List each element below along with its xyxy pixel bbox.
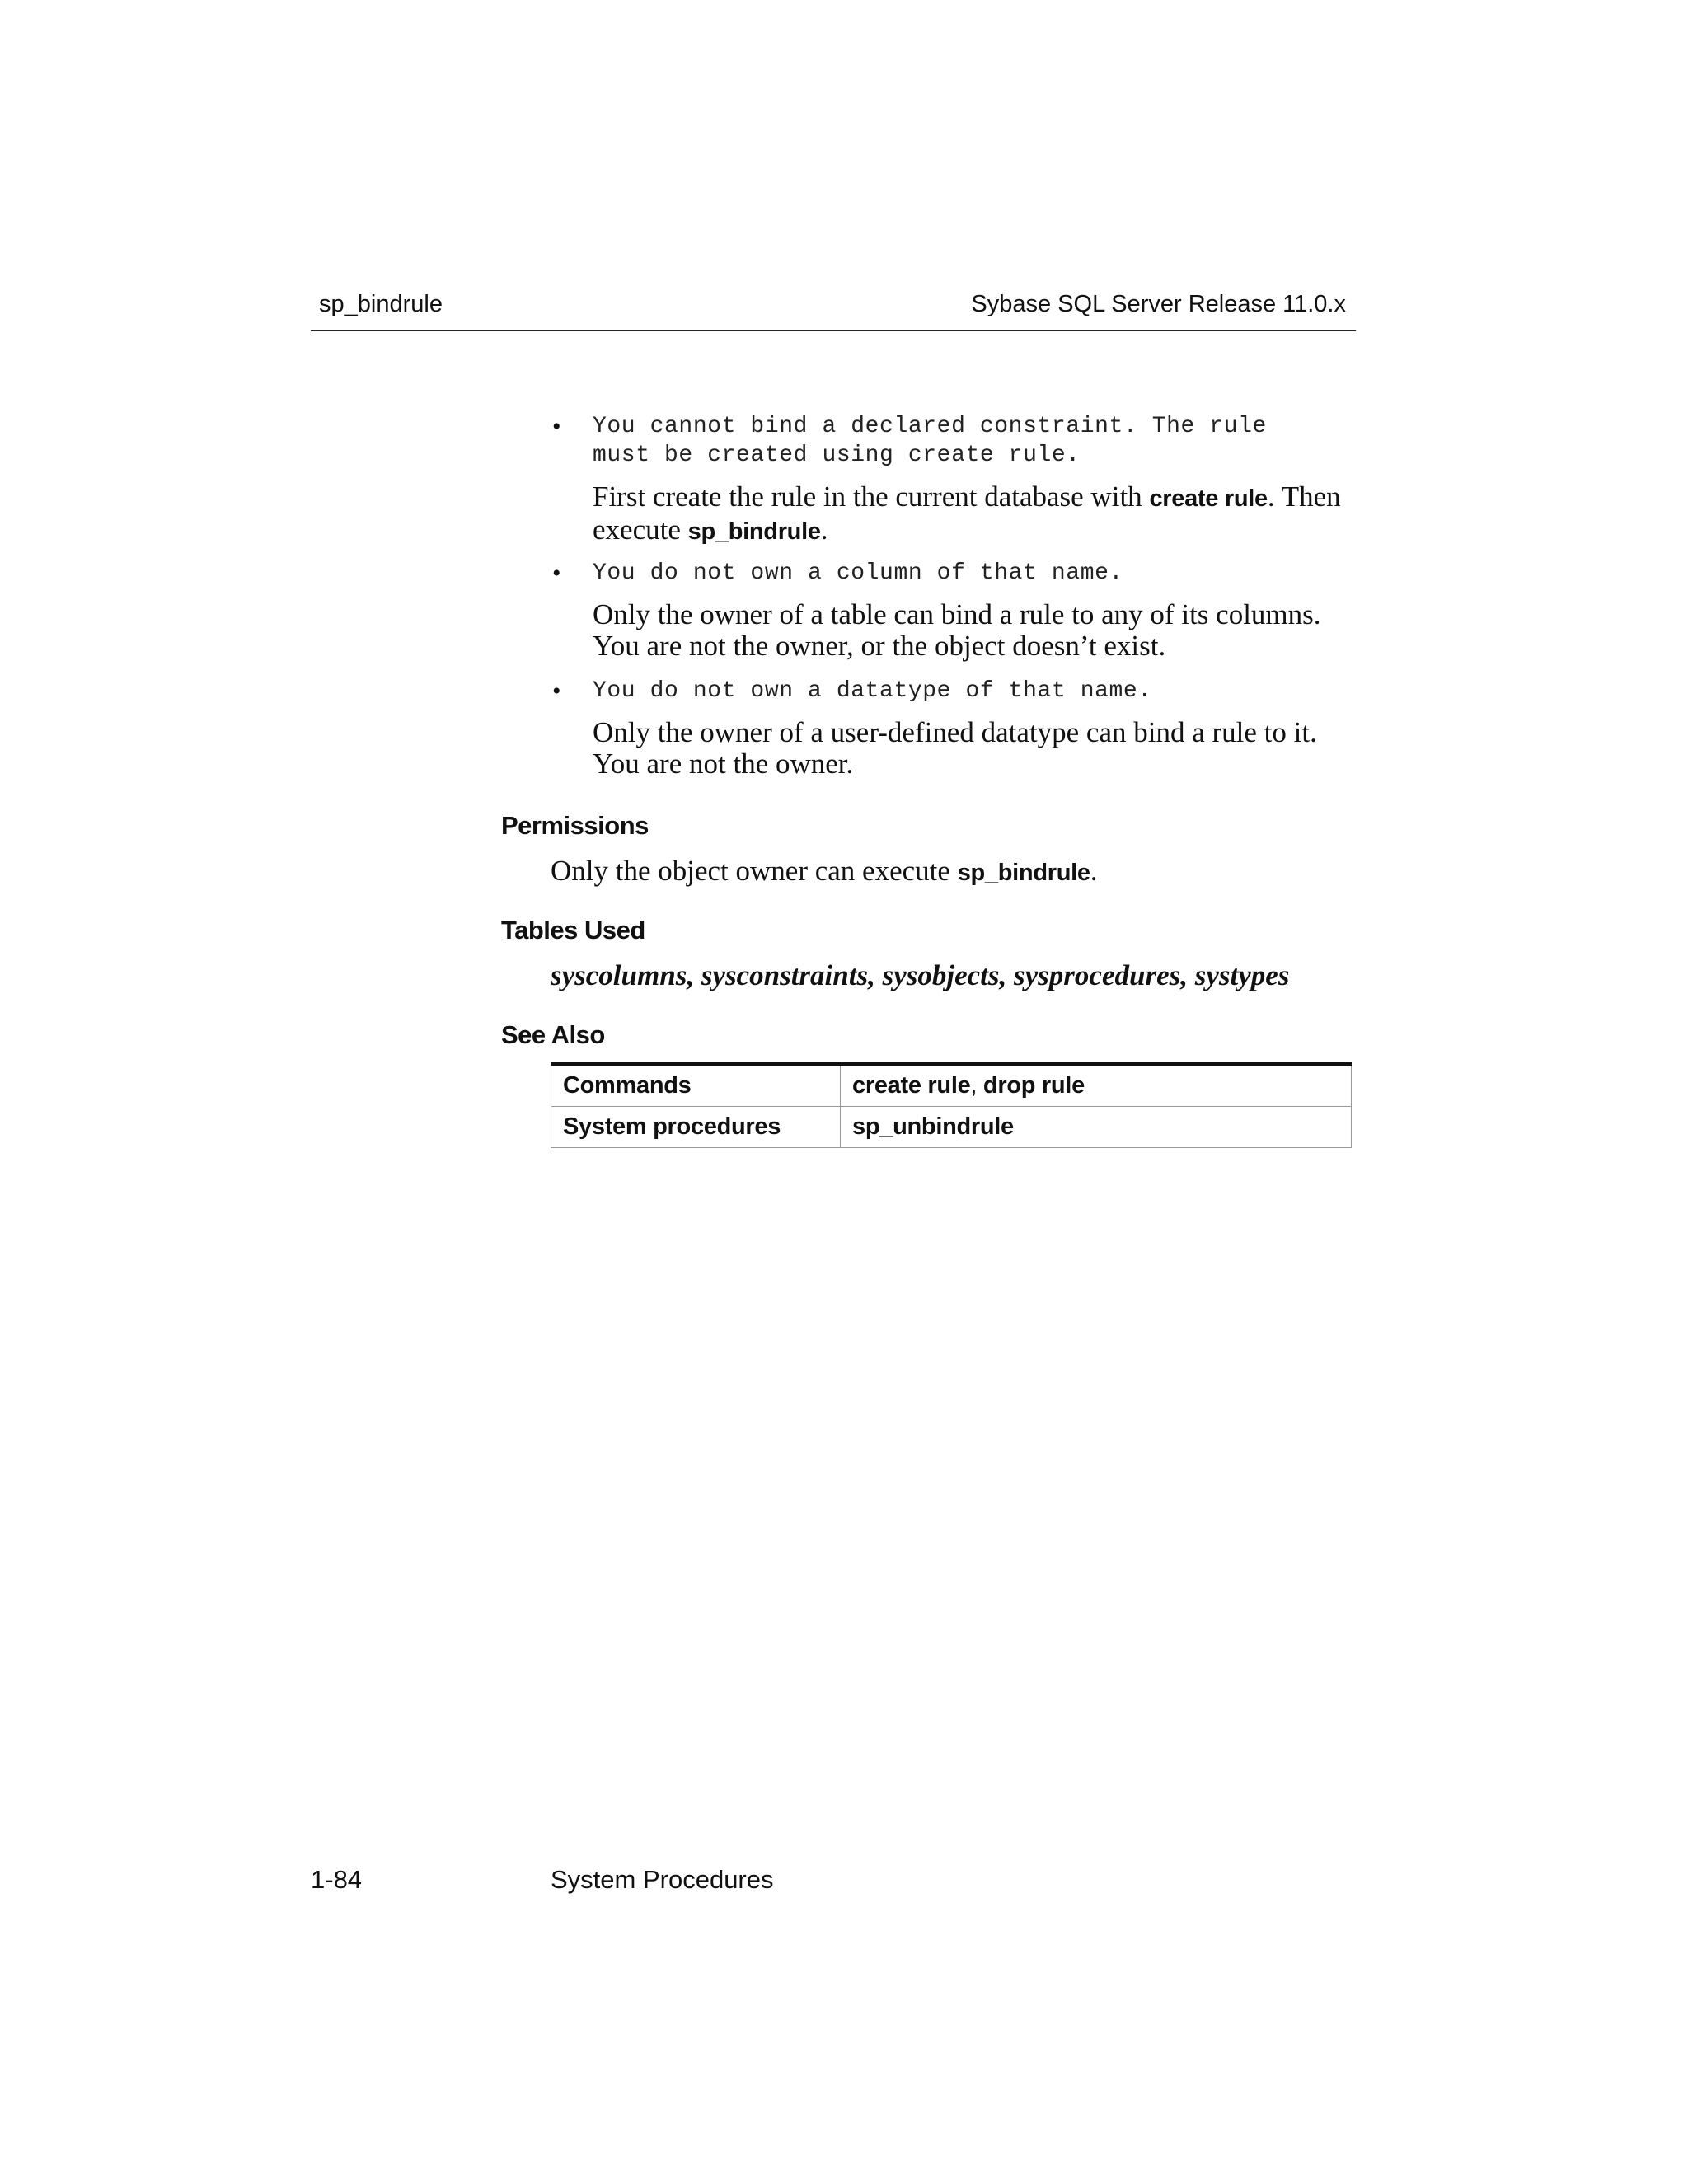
see-also-label: Commands bbox=[551, 1064, 841, 1107]
error-explanation: Only the owner of a user-defined datatype can bind a rule to it. You are not the owner. bbox=[593, 716, 1317, 780]
error-explanation: Only the owner of a table can bind a rule to any of its columns. You are not the owner, or the object doesn’t exist. bbox=[593, 598, 1321, 662]
error-message-line: You do not own a datatype of that name. bbox=[593, 678, 1152, 704]
command-name: sp_bindrule bbox=[687, 518, 821, 545]
table-name: sysobjects bbox=[882, 959, 1000, 991]
error-message-line: must be created using create rule. bbox=[593, 443, 1081, 468]
see-also-table bbox=[551, 1062, 1352, 1148]
command-name: create rule bbox=[1149, 485, 1268, 512]
table-row bbox=[551, 1064, 1352, 1107]
bullet-icon: • bbox=[552, 413, 561, 440]
table-name: sysprocedures bbox=[1014, 959, 1181, 991]
permissions-heading: Permissions bbox=[501, 811, 649, 840]
error-explanation: First create the rule in the current database with create rule. Then execute sp_bindrule. bbox=[593, 480, 1341, 546]
header-procedure-name: sp_bindrule bbox=[319, 291, 443, 317]
command-name: sp_bindrule bbox=[957, 860, 1090, 886]
see-also-value: sp_unbindrule bbox=[841, 1107, 1352, 1148]
see-also-label: System procedures bbox=[551, 1107, 841, 1148]
running-header bbox=[311, 284, 1356, 331]
error-message-line: You do not own a column of that name. bbox=[593, 560, 1123, 586]
page-number: 1-84 bbox=[311, 1865, 363, 1894]
tables-used-heading: Tables Used bbox=[501, 916, 645, 944]
bullet-icon: • bbox=[552, 677, 561, 705]
see-also-value: create rule, drop rule bbox=[841, 1064, 1352, 1107]
error-message-line: You cannot bind a declared constraint. The rule bbox=[593, 414, 1267, 439]
bullet-icon: • bbox=[552, 560, 561, 587]
tables-used-list: syscolumns, sysconstraints, sysobjects, sysprocedures, systypes bbox=[551, 959, 1290, 991]
see-also-heading: See Also bbox=[501, 1020, 605, 1049]
table-name: sysconstraints bbox=[701, 959, 869, 991]
footer-book-title: System Procedures bbox=[551, 1865, 774, 1894]
header-product-release: Sybase SQL Server Release 11.0.x bbox=[971, 291, 1346, 317]
permissions-text: Only the object owner can execute sp_bindrule. bbox=[551, 855, 1098, 887]
table-name: systypes bbox=[1194, 959, 1290, 991]
table-row bbox=[551, 1107, 1352, 1148]
table-name: syscolumns bbox=[551, 959, 687, 991]
